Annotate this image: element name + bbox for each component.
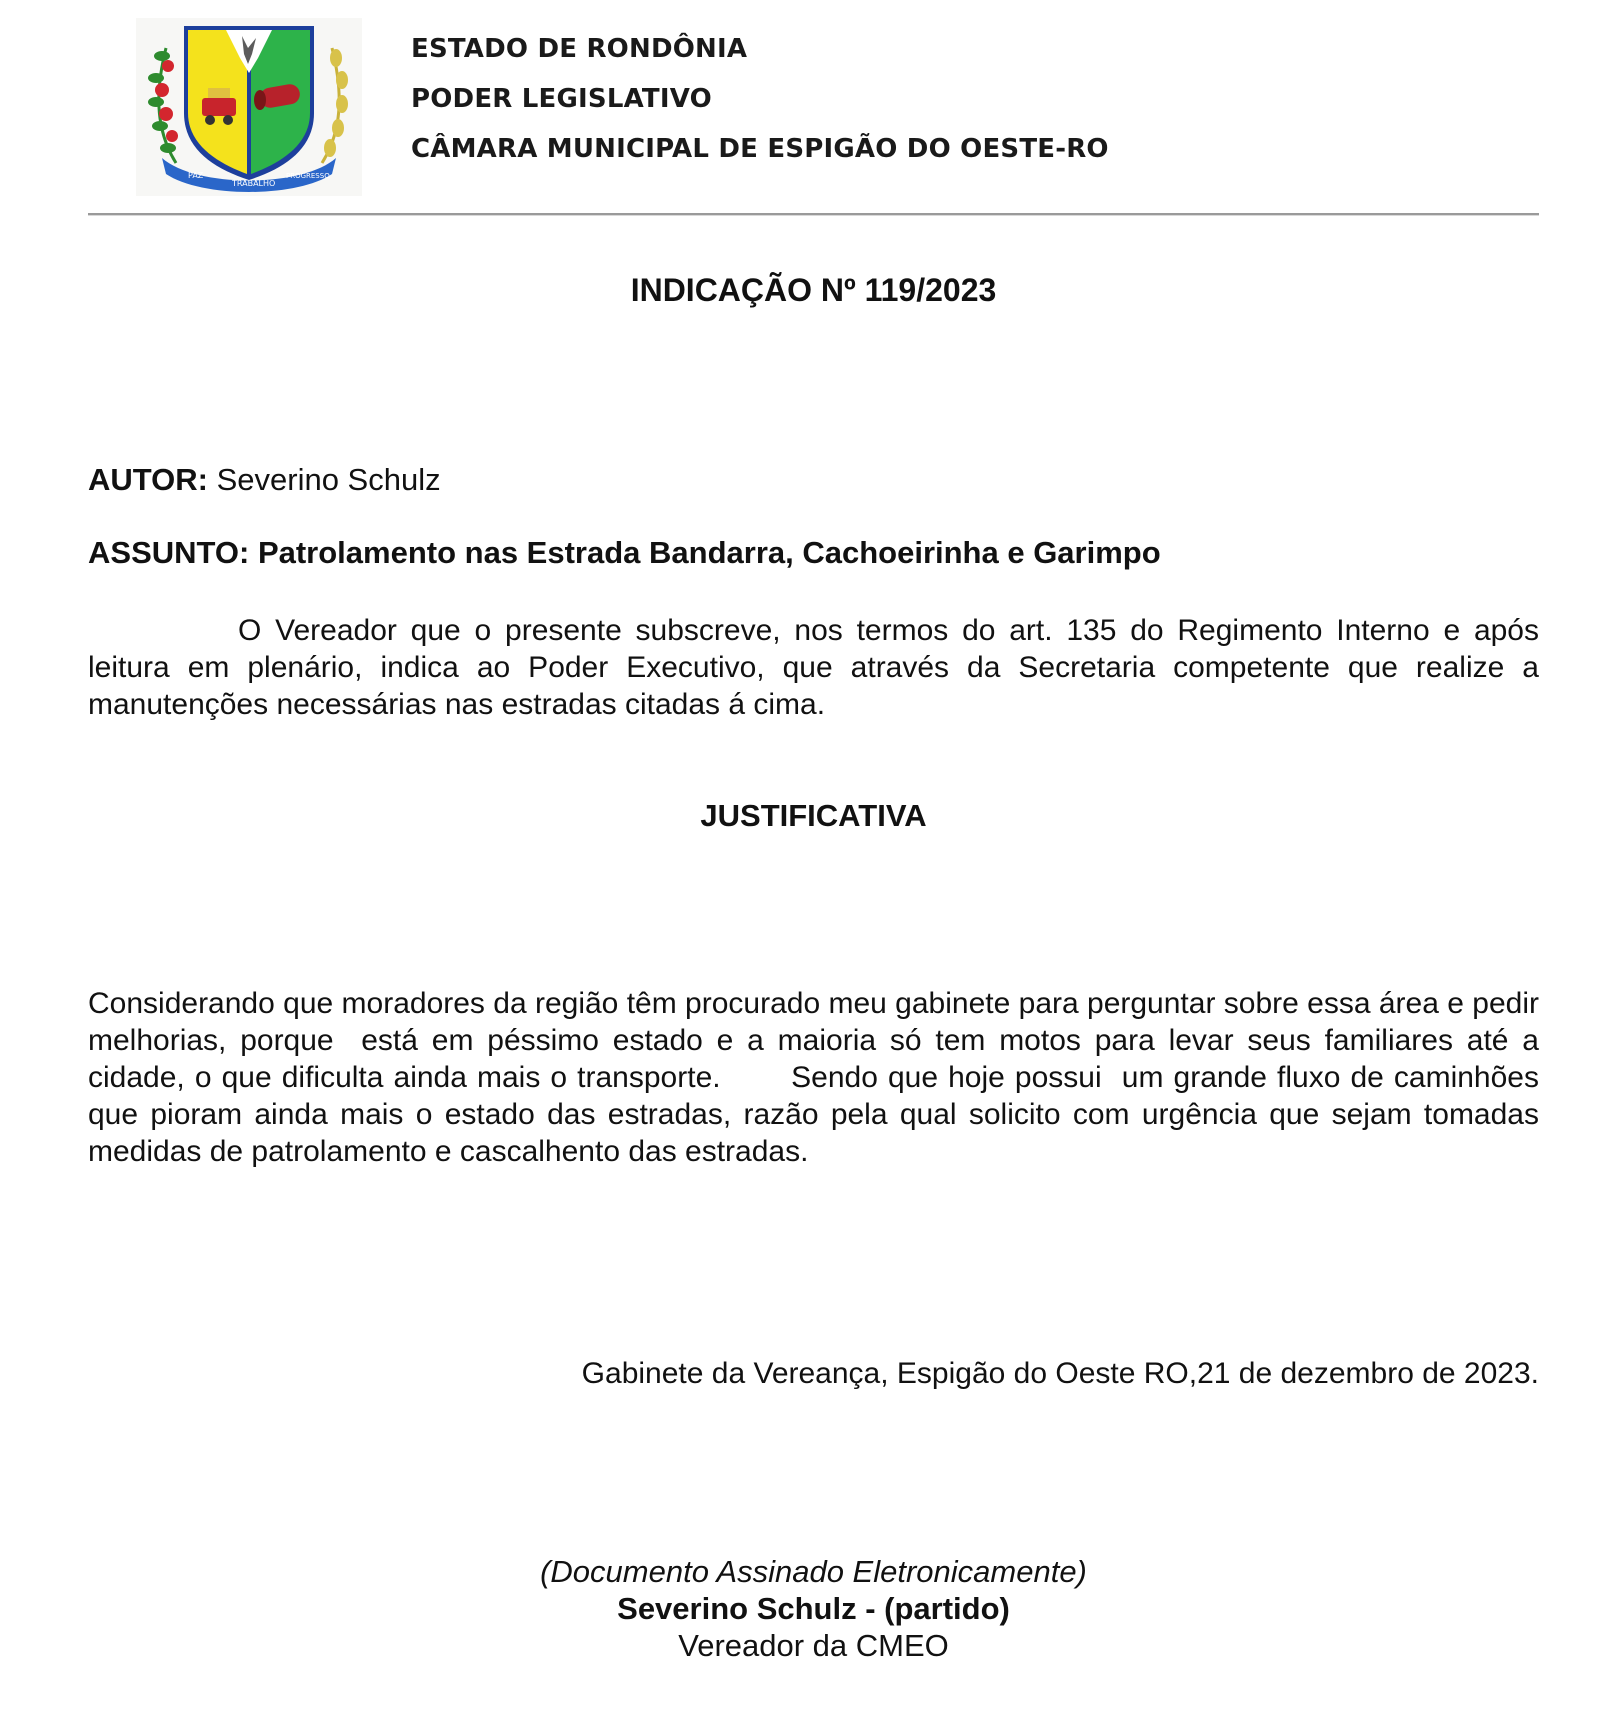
signature-note: (Documento Assinado Eletronicamente): [540, 1554, 1087, 1589]
dateline: Gabinete da Vereança, Espigão do Oeste RO,21 de dezembro de 2023.: [581, 1357, 1539, 1390]
letterhead-chamber: CÂMARA MUNICIPAL DE ESPIGÃO DO OESTE-RO: [411, 134, 1109, 164]
body-paragraph-indication: O Vereador que o presente subscreve, nos termos do art. 135 do Regimento Interno e após leitura em plenário, indica ao Poder Executivo, que através da Secretaria competente que realize a manutenções necessárias nas estradas citadas á cima.: [88, 614, 1539, 721]
crest-ribbon-text-2: TRABALHO: [232, 179, 276, 188]
letterhead-state: ESTADO DE RONDÔNIA: [411, 34, 748, 64]
subject-label: ASSUNTO:: [88, 535, 250, 570]
author-value: Severino Schulz: [207, 462, 441, 497]
letterhead: [88, 14, 1539, 214]
signature-role: Vereador da CMEO: [678, 1628, 949, 1663]
letterhead-branch: PODER LEGISLATIVO: [411, 84, 712, 114]
crest-ribbon-text-1: PAZ: [188, 171, 204, 180]
author-label: AUTOR:: [88, 462, 208, 497]
signature-block: [88, 1553, 1539, 1664]
document-title: INDICAÇÃO Nº 119/2023: [630, 272, 997, 308]
author-line: [88, 462, 441, 498]
document: [88, 0, 1548, 1719]
municipal-crest-logo: [136, 18, 362, 196]
justification-heading: JUSTIFICATIVA: [700, 798, 927, 833]
letterhead-text: [411, 24, 1109, 174]
subject-line: [88, 535, 1161, 571]
subject-value: Patrolamento nas Estrada Bandarra, Cachoeirinha e Garimpo: [249, 535, 1161, 570]
header-divider: [88, 213, 1539, 215]
signature-name: Severino Schulz - (partido): [617, 1591, 1010, 1626]
crest-ribbon-text-3: PROGRESSO: [286, 172, 330, 180]
body-paragraph-justification: Considerando que moradores da região têm procurado meu gabinete para perguntar sobre essa área e pedir melhorias, porque está em péssimo estado e a maioria só tem motos para levar seus familiares até a cidade, o que dificulta ainda mais o transporte. Sendo que hoje possui um grande fluxo de caminhões que pioram ainda mais o estado das estradas, razão pela qual solicito com urgência que sejam tomadas medidas de patrolamento e cascalhento das estradas.: [88, 987, 1548, 1168]
